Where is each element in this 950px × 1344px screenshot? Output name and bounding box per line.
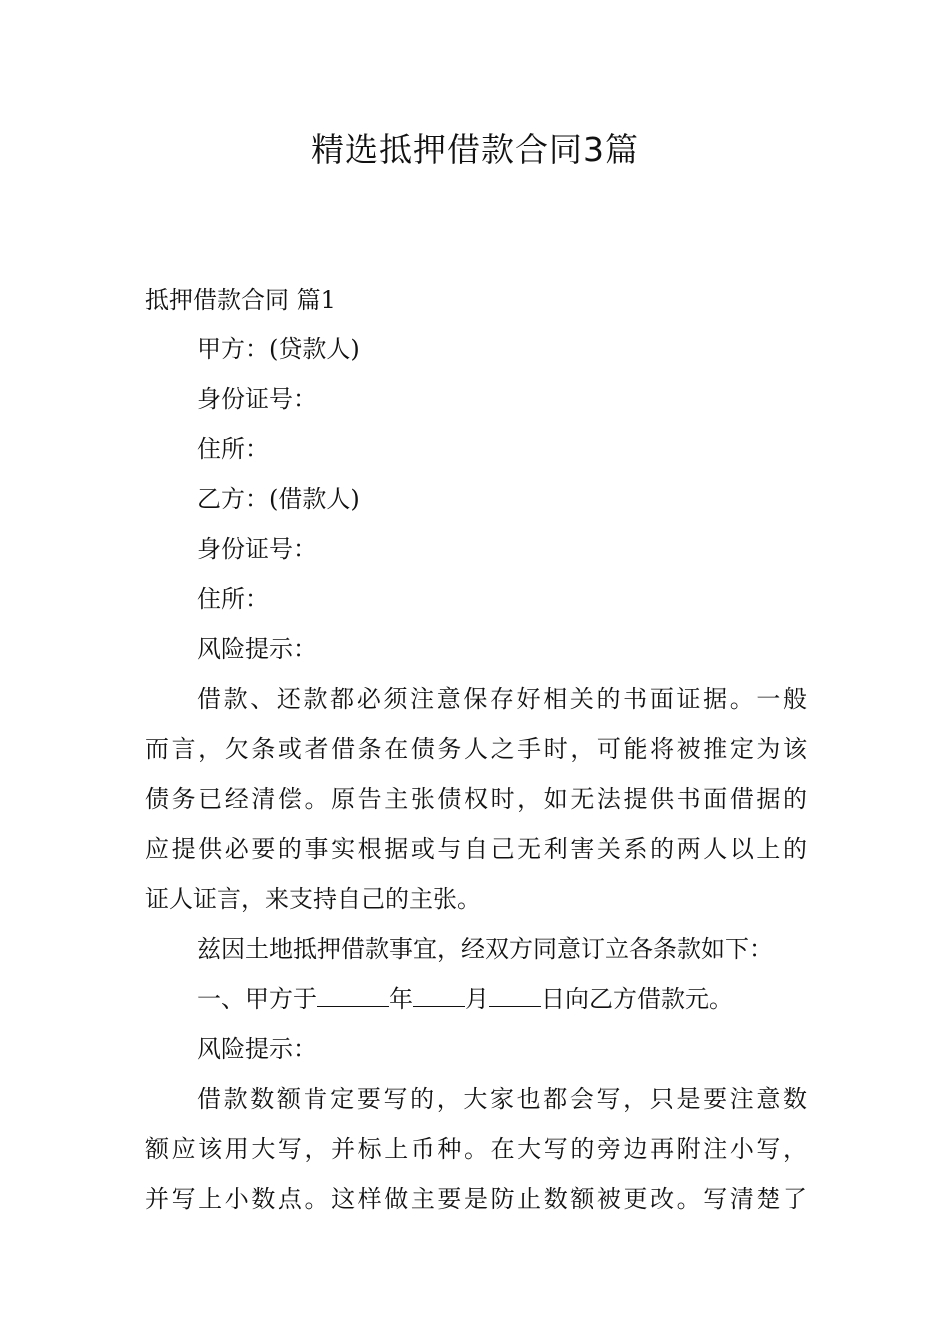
clause-one-year: 年 xyxy=(389,985,413,1013)
clause-one-month: 月 xyxy=(465,985,489,1013)
paragraph-line: 额应该用大写，并标上币种。在大写的旁边再附注小写， xyxy=(145,1135,807,1163)
day-blank xyxy=(489,976,541,1007)
clause-one-prefix: 一、甲方于 xyxy=(197,985,317,1013)
clause-one-suffix: 日向乙方借款元。 xyxy=(541,985,733,1013)
paragraph-line: 证人证言，来支持自己的主张。 xyxy=(145,885,481,913)
risk-notice-heading: 风险提示： xyxy=(197,1035,317,1063)
section-heading: 抵押借款合同 篇1 xyxy=(145,286,336,314)
document-body xyxy=(145,324,807,1224)
agreement-intro: 兹因土地抵押借款事宜，经双方同意订立各条款如下： xyxy=(197,935,773,963)
paragraph-line: 借款、还款都必须注意保存好相关的书面证据。一般 xyxy=(197,685,807,713)
clause-one xyxy=(145,974,807,1024)
paragraph-line: 并写上小数点。这样做主要是防止数额被更改。写清楚了 xyxy=(145,1185,807,1213)
document-title: 精选抵押借款合同3篇 xyxy=(311,130,639,169)
risk-notice-heading: 风险提示： xyxy=(197,635,317,663)
paragraph-line: 借款数额肯定要写的，大家也都会写，只是要注意数 xyxy=(197,1085,807,1113)
party-a-label: 甲方：(贷款人) xyxy=(197,335,360,363)
party-b-id-label: 身份证号： xyxy=(197,535,317,563)
paragraph-line: 应提供必要的事实根据或与自己无利害关系的两人以上的 xyxy=(145,835,807,863)
paragraph-line: 债务已经清偿。原告主张债权时，如无法提供书面借据的 xyxy=(145,785,807,813)
paragraph-line: 而言，欠条或者借条在债务人之手时，可能将被推定为该 xyxy=(145,735,807,763)
party-a-address-label: 住所： xyxy=(197,435,269,463)
month-blank xyxy=(413,976,465,1007)
year-blank xyxy=(317,976,389,1007)
party-a-id-label: 身份证号： xyxy=(197,385,317,413)
party-b-label: 乙方：(借款人) xyxy=(197,485,360,513)
party-b-address-label: 住所： xyxy=(197,585,269,613)
